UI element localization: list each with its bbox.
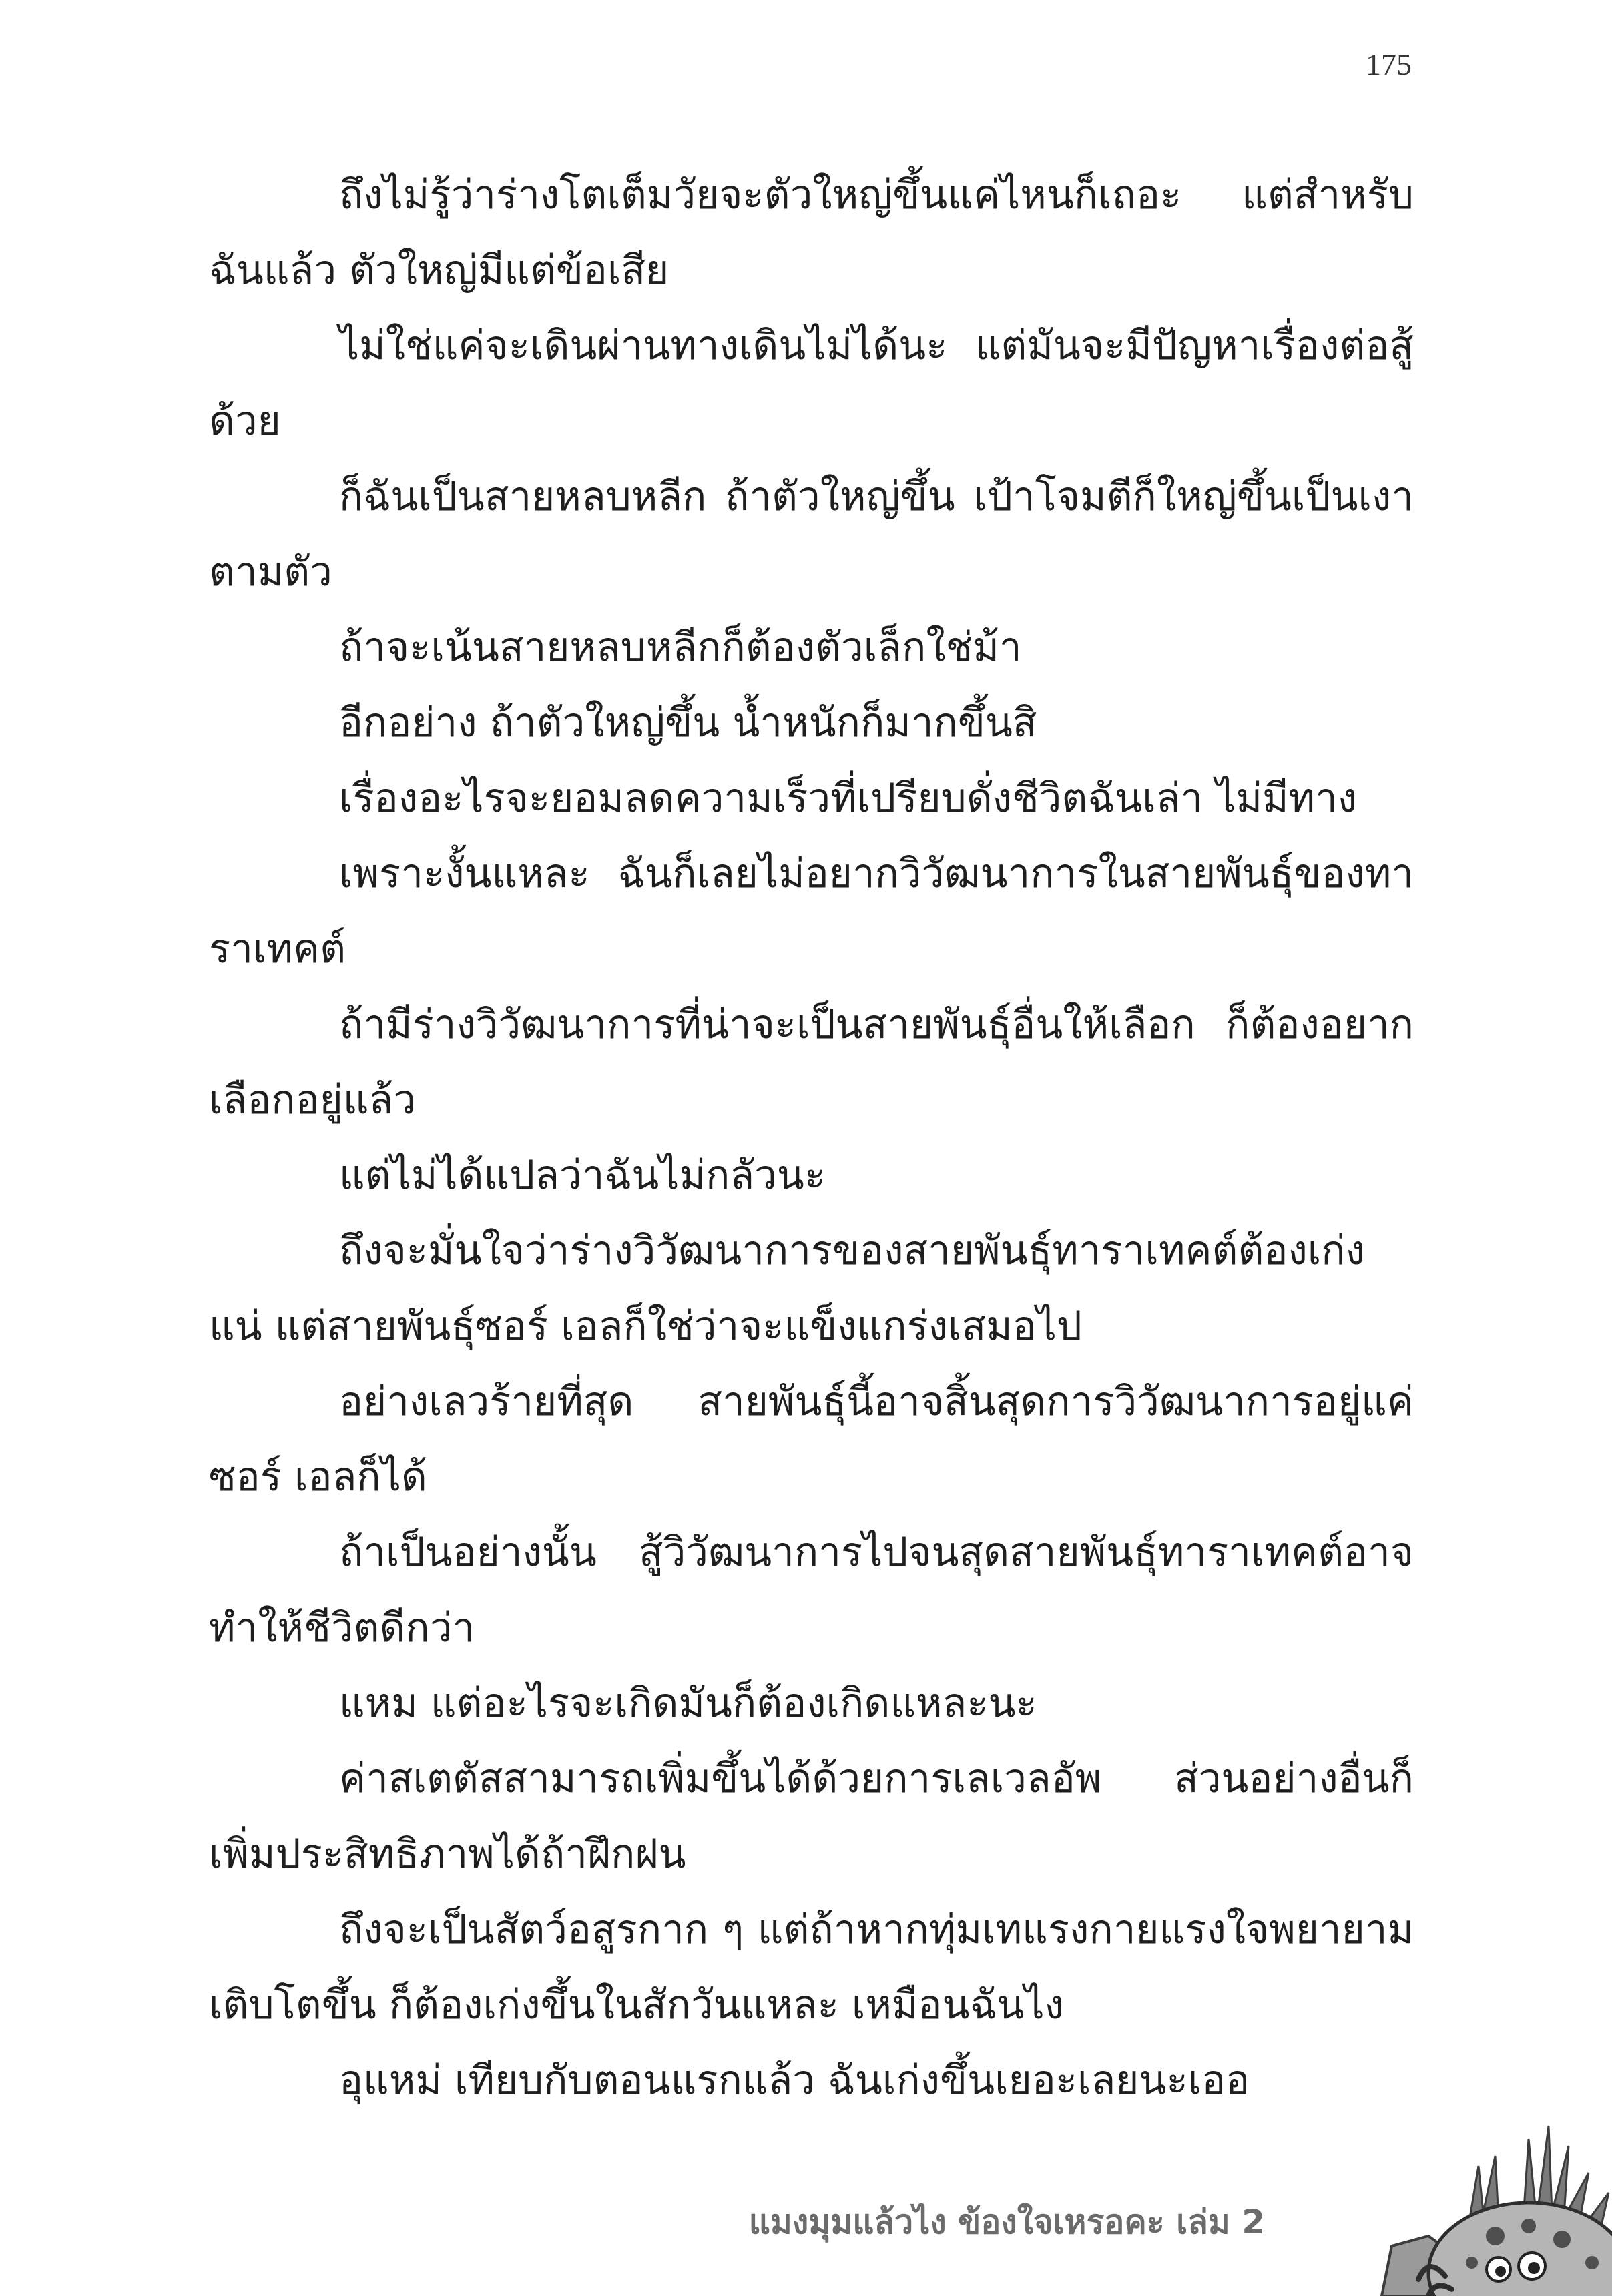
paragraph: ก็ฉันเป็นสายหลบหลีก ถ้าตัวใหญ่ขึ้น เป้าโจมตีก็ใหญ่ขึ้นเป็นเงาตามตัว [209, 473, 1414, 595]
body-text [209, 158, 1414, 2118]
paragraph: ถึงจะเป็นสัตว์อสูรกาก ๆ แต่ถ้าหากทุ่มเทแรงกายแรงใจพยายามเติบโตขึ้น ก็ต้องเก่งขึ้นในสักวันแหละ เหมือนฉันไง [209, 1906, 1414, 2028]
paragraph: แต่ไม่ได้แปลว่าฉันไม่กลัวนะ [339, 1152, 826, 1199]
paragraph: เพราะงั้นแหละ ฉันก็เลยไม่อยากวิวัฒนาการในสายพันธุ์ของทาราเทคต์ [209, 850, 1414, 972]
spider-mascot-icon [1328, 2119, 1612, 2296]
page-number: 175 [1366, 47, 1412, 81]
paragraph: ถึงจะมั่นใจว่าร่างวิวัฒนาการของสายพันธุ์ทาราเทคต์ต้องเก่งแน่ แต่สายพันธุ์ซอร์ เอลก็ใช่ว่าจะแข็งแกร่งเสมอไป [209, 1227, 1365, 1350]
paragraph: อย่างเลวร้ายที่สุด สายพันธุ์นี้อาจสิ้นสุดการวิวัฒนาการอยู่แค่ซอร์ เอลก็ได้ [209, 1378, 1414, 1500]
footer-book-title: แมงมุมแล้วไง ข้องใจเหรอคะ เล่ม 2 [748, 2203, 1265, 2241]
paragraph: เรื่องอะไรจะยอมลดความเร็วที่เปรียบดั่งชีวิตฉันเล่า ไม่มีทาง [339, 775, 1358, 822]
paragraph: ถ้าจะเน้นสายหลบหลีกก็ต้องตัวเล็กใช่ม้า [339, 624, 1022, 671]
paragraph: ค่าสเตตัสสามารถเพิ่มขึ้นได้ด้วยการเลเวลอัพ ส่วนอย่างอื่นก็เพิ่มประสิทธิภาพได้ถ้าฝึกฝน [209, 1755, 1414, 1878]
paragraph: อีกอย่าง ถ้าตัวใหญ่ขึ้น น้ำหนักก็มากขึ้นสิ [339, 699, 1037, 746]
paragraph: แหม แต่อะไรจะเกิดมันก็ต้องเกิดแหละนะ [339, 1680, 1037, 1727]
paragraph: ถ้ามีร่างวิวัฒนาการที่น่าจะเป็นสายพันธุ์อื่นให้เลือก ก็ต้องอยากเลือกอยู่แล้ว [209, 1001, 1414, 1123]
paragraph: ถ้าเป็นอย่างนั้น สู้วิวัฒนาการไปจนสุดสายพันธุ์ทาราเทคต์อาจทำให้ชีวิตดีกว่า [209, 1529, 1414, 1651]
paragraph: ถึงไม่รู้ว่าร่างโตเต็มวัยจะตัวใหญ่ขึ้นแค่ไหนก็เถอะ แต่สำหรับฉันแล้ว ตัวใหญ่มีแต่ข้อเสีย [209, 172, 1414, 294]
paragraph: ไม่ใช่แค่จะเดินผ่านทางเดินไม่ได้นะ แต่มันจะมีปัญหาเรื่องต่อสู้ด้วย [209, 322, 1414, 445]
paragraph: อุแหม่ เทียบกับตอนแรกแล้ว ฉันเก่งขึ้นเยอะเลยนะเออ [339, 2057, 1250, 2104]
